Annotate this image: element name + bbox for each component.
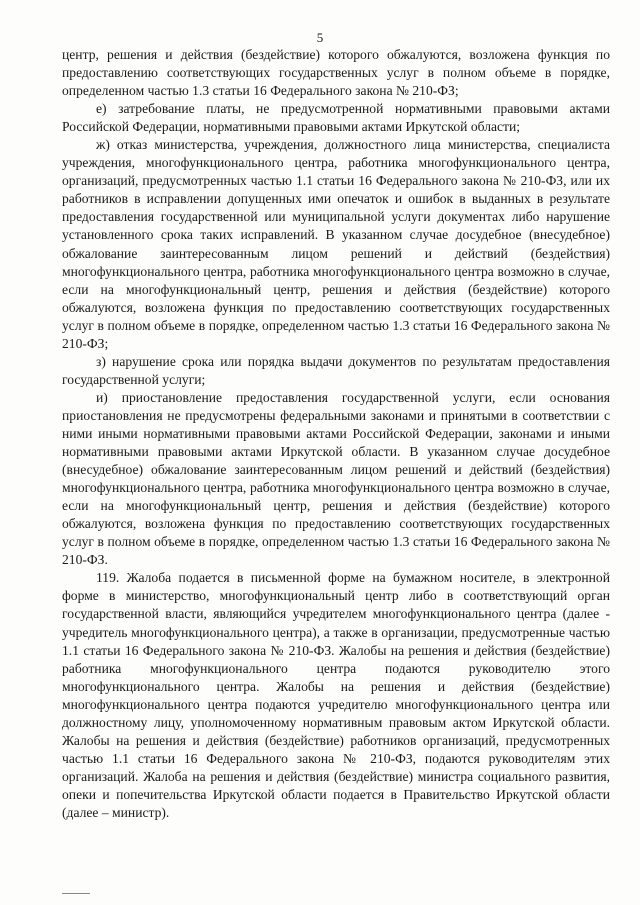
paragraph-item-zh: ж) отказ министерства, учреждения, должностного лица министерства, специалиста учреждения, многофункционального центра, работника многофункционального центра, организаций, предусмотренных частью 1.1 статьи 16 Федерального закона № 210-ФЗ, или их работников в исправлении допущенных ими опечаток и ошибок в выданных в результате предоставления государственной или муниципальной услуги документах либо нарушение установленного срока таких исправлений. В указанном случае досудебное (внесудебное) обжалование заинтересованным лицом решений и действий (бездействия) многофункционального центра, работника многофункционального центра возможно в случае, если на многофункциональный центр, решения и действия (бездействие) которого обжалуются, возложена функция по предоставлению соответствующих государственных услуг в полном объеме в порядке, определенном частью 1.3 статьи 16 Федерального закона № 210-ФЗ; — [62, 137, 610, 351]
paragraph-item-z: з) нарушение срока или порядка выдачи документов по результатам предоставления государственной услуги; — [62, 353, 610, 387]
document-body — [62, 46, 610, 822]
footnote-rule — [62, 893, 90, 894]
page-number: 5 — [316, 30, 324, 45]
paragraph-item-e: е) затребование платы, не предусмотренной нормативными правовыми актами Российской Федерации, нормативными правовыми актами Иркутской области; — [62, 101, 610, 135]
paragraph-119: 119. Жалоба подается в письменной форме на бумажном носителе, в электронной форме в министерство, многофункциональный центр либо в соответствующий орган государственной власти, являющийся учредителем многофункционального центра (далее - учредитель многофункционального центра), а также в организации, предусмотренные частью 1.1 статьи 16 Федерального закона № 210-ФЗ. Жалобы на решения и действия (бездействие) работника многофункционального центра подаются руководителю этого многофункционального центра. Жалобы на решения и действия (бездействие) многофункционального центра подаются учредителю многофункционального центра или должностному лицу, уполномоченному нормативным правовым актом Иркутской области. Жалобы на решения и действия (бездействие) работников организаций, предусмотренных частью 1.1 статьи 16 Федерального закона № 210-ФЗ, подаются руководителям этих организаций. Жалоба на решения и действия (бездействие) министра социального развития, опеки и попечительства Иркутской области подается в Правительство Иркутской области (далее – министр). — [62, 570, 610, 820]
paragraph-item-i: и) приостановление предоставления государственной услуги, если основания приостановления не предусмотрены федеральными законами и принятыми в соответствии с ними иными нормативными правовыми актами Российской Федерации, законами и иными нормативными правовыми актами Иркутской области. В указанном случае досудебное (внесудебное) обжалование заинтересованным лицом решений и действий (бездействия) многофункционального центра, работника многофункционального центра возможно в случае, если на многофункциональный центр, решения и действия (бездействие) которого обжалуются, возложена функция по предоставлению соответствующих государственных услуг в полном объеме в порядке, определенном частью 1.3 статьи 16 Федерального закона № 210-ФЗ. — [62, 389, 610, 568]
paragraph-continuation: центр, решения и действия (бездействие) которого обжалуются, возложена функция по предоставлению соответствующих государственных услуг в полном объеме в порядке, определенном частью 1.3 статьи 16 Федерального закона № 210-ФЗ; — [62, 47, 610, 99]
